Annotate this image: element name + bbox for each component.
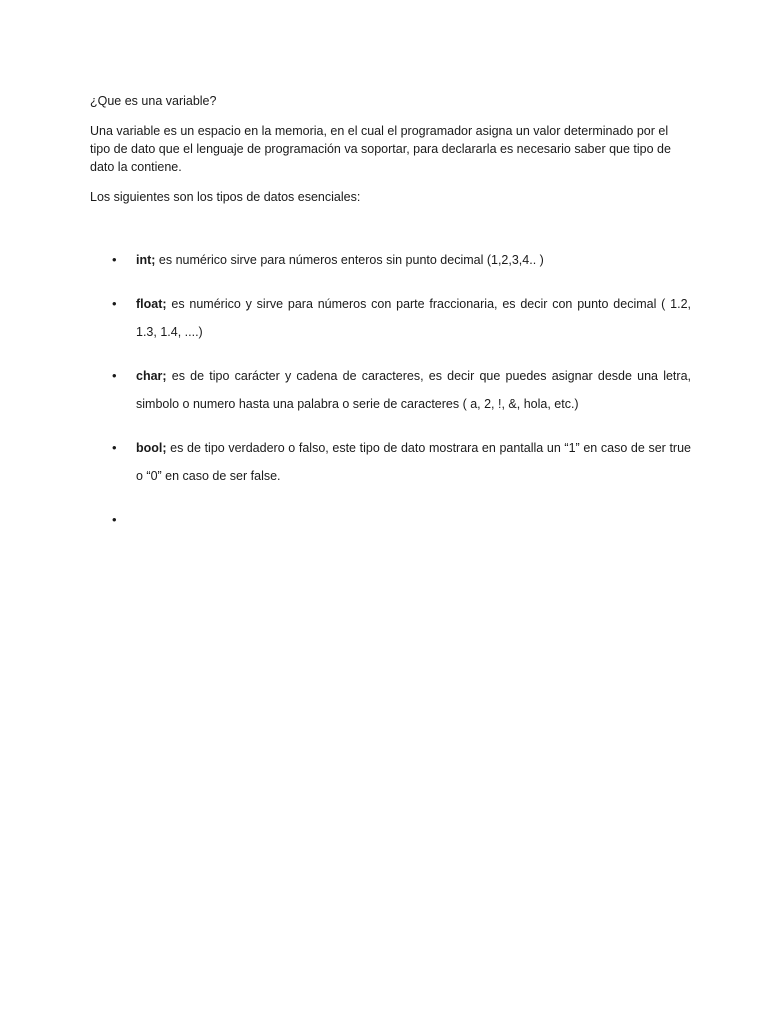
definition-paragraph: Una variable es un espacio en la memoria, en el cual el programador asigna un valor determinado por el tipo de dato que el lenguaje de programación va soportar, para declararla es necesario saber que tipo de dato la contiene. bbox=[90, 124, 671, 174]
bullet-icon: • bbox=[112, 368, 117, 383]
question-heading: ¿Que es una variable? bbox=[90, 94, 217, 108]
type-description: es de tipo carácter y cadena de caracteres, es decir que puedes asignar desde una letra, simbolo o numero hasta una palabra o serie de caracteres ( a, 2, !, &, hola, etc.) bbox=[136, 369, 691, 411]
type-description: es numérico sirve para números enteros sin punto decimal (1,2,3,4.. ) bbox=[155, 253, 544, 267]
list-item-empty bbox=[90, 506, 691, 534]
list-item-bool bbox=[90, 434, 691, 490]
type-name: bool; bbox=[136, 441, 167, 455]
type-name: int; bbox=[136, 253, 156, 267]
list-item-float bbox=[90, 290, 691, 346]
type-description: es de tipo verdadero o falso, este tipo de dato mostrara en pantalla un “1” en caso de ser true o “0” en caso de ser false. bbox=[136, 441, 691, 483]
bullet-icon: • bbox=[112, 296, 117, 311]
bullet-icon: • bbox=[112, 440, 117, 455]
data-types-list bbox=[90, 246, 691, 534]
type-name: float; bbox=[136, 297, 167, 311]
list-item-int bbox=[90, 246, 691, 274]
type-description: es numérico y sirve para números con parte fraccionaria, es decir con punto decimal ( 1.2, 1.3, 1.4, ....) bbox=[136, 297, 691, 339]
type-name: char; bbox=[136, 369, 167, 383]
bullet-icon: • bbox=[112, 252, 117, 267]
intro-paragraph: Los siguientes son los tipos de datos esenciales: bbox=[90, 190, 361, 204]
bullet-icon: • bbox=[112, 512, 117, 527]
list-item-char bbox=[90, 362, 691, 418]
